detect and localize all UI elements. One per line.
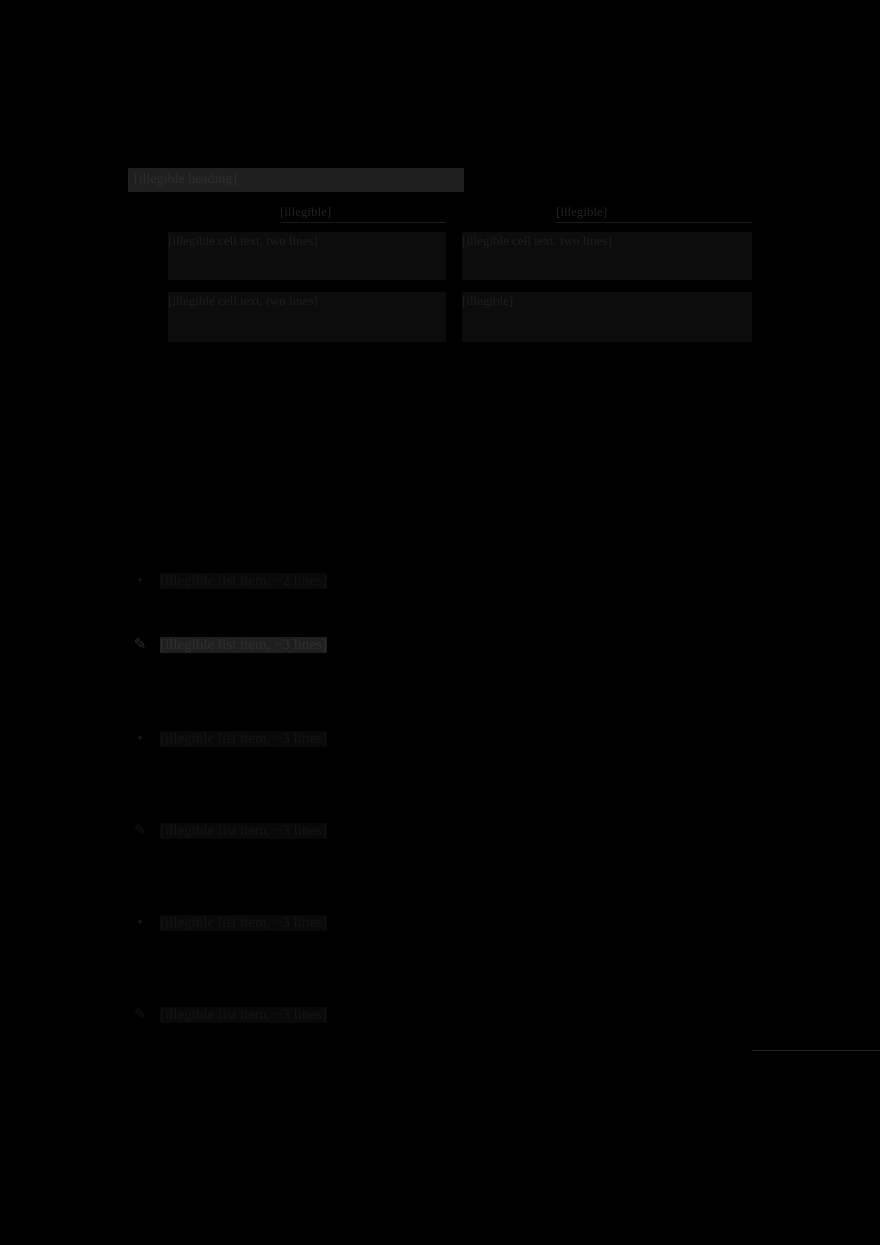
table-cell: [illegible cell text, two lines]: [168, 232, 446, 280]
list-item: ✎ [illegible list item, ~3 lines]: [130, 630, 752, 716]
list-item: ✎ [illegible list item, ~3 lines]: [130, 1000, 752, 1084]
bullet-icon: •: [137, 573, 143, 589]
list-item: • [illegible list item, ~3 lines]: [130, 908, 752, 992]
pencil-icon: ✎: [133, 637, 147, 653]
divider: [752, 1050, 880, 1051]
bullet-icon: •: [137, 915, 143, 931]
table-cell: [illegible]: [462, 292, 752, 342]
pencil-icon: ✎: [133, 823, 147, 839]
pencil-icon: ✎: [133, 1007, 147, 1023]
list-item: • [illegible list item, ~3 lines]: [130, 724, 752, 808]
table-cell: [illegible cell text, two lines]: [168, 292, 446, 342]
list-item: ✎ [illegible list item, ~3 lines]: [130, 816, 752, 900]
bullet-list: [130, 566, 752, 1092]
table-column-header-2: [illegible]: [556, 202, 752, 223]
section-heading: [illegible heading]: [128, 168, 464, 192]
bullet-icon: •: [137, 731, 143, 747]
table-column-header-1: [illegible]: [280, 202, 446, 223]
list-item: • [illegible list item, ~2 lines]: [130, 566, 752, 622]
table-cell: [illegible cell text, two lines]: [462, 232, 752, 280]
